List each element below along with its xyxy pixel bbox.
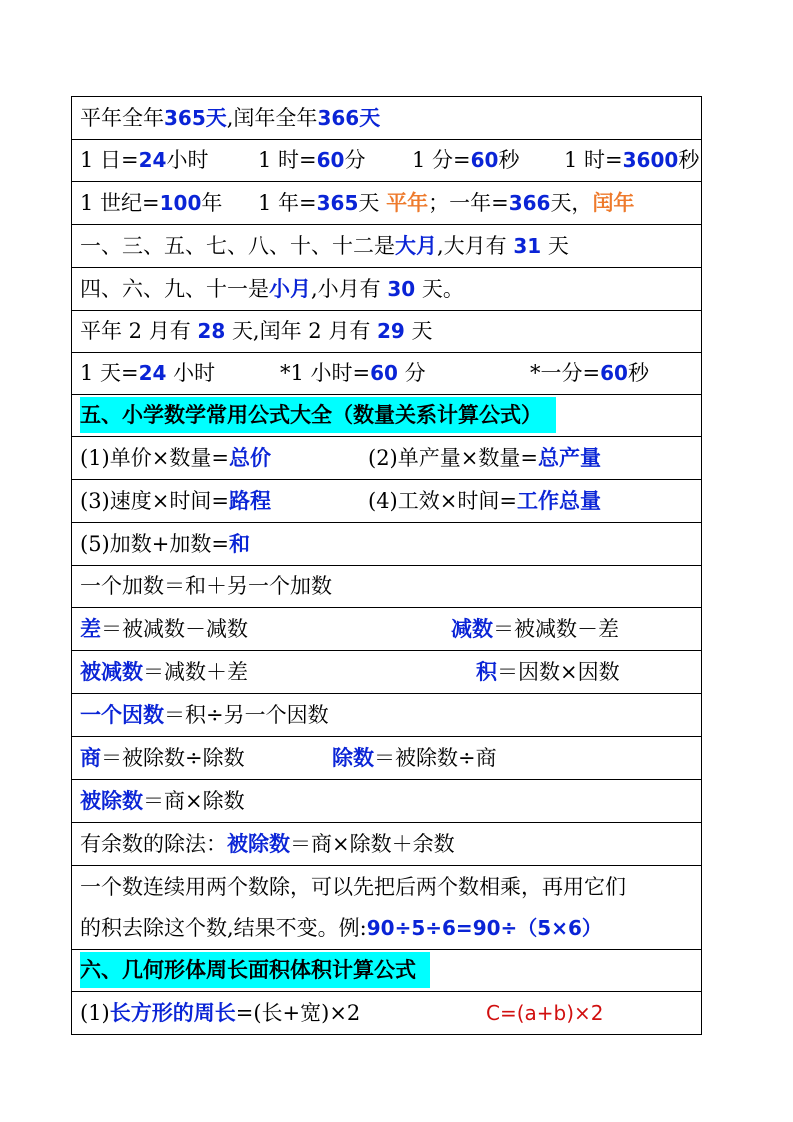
text: 1 时=: [258, 148, 317, 172]
text: 有余数的除法：: [80, 832, 227, 856]
text: 1 年=: [258, 191, 317, 215]
keyword: 总产量: [537, 445, 601, 470]
text: ,大月有: [437, 234, 507, 258]
text: 1 世纪=: [80, 191, 160, 215]
table-row: [72, 823, 702, 866]
table-row: [72, 480, 702, 523]
keyword: 一个因数: [80, 702, 164, 727]
value: 31: [513, 234, 542, 258]
keyword: 积: [476, 659, 497, 684]
text: (1): [80, 1001, 110, 1025]
unit: 分: [344, 148, 366, 172]
text: 平年全年: [80, 106, 164, 130]
value: 60: [316, 148, 345, 172]
unit: 秒: [678, 148, 700, 172]
section-title: 六、几何形体周长面积体积计算公式: [80, 952, 430, 988]
keyword: 商: [80, 745, 101, 770]
unit: 天: [358, 191, 380, 215]
section-title: 五、小学数学常用公式大全（数量关系计算公式）: [80, 397, 556, 433]
keyword: 被除数: [227, 831, 290, 856]
text: (3)速度×时间=: [80, 489, 229, 513]
text: =(长+宽)×2: [235, 1001, 361, 1025]
unit: 天: [411, 319, 433, 343]
text: ＝被减数－减数: [101, 617, 248, 641]
value: 24: [138, 361, 167, 385]
text: ；一年=: [428, 191, 509, 215]
text: ＝商×除数＋余数: [290, 832, 455, 856]
text: ＝商×除数: [143, 789, 245, 813]
keyword: 路程: [228, 488, 271, 513]
unit: 小时: [166, 148, 209, 172]
text: 1 分=: [412, 148, 471, 172]
unit: 天。: [421, 277, 464, 301]
table-row: [72, 353, 702, 395]
text: *一分=: [530, 361, 601, 385]
table-row: [72, 182, 702, 225]
text: ＝因数×因数: [497, 660, 620, 684]
text: ,闰年全年: [226, 106, 318, 130]
text: 的积去除这个数,结果不变。例:: [80, 915, 367, 940]
keyword: 差: [80, 616, 101, 641]
table-row: [72, 737, 702, 780]
unit: 天，: [550, 191, 593, 215]
value: 3600: [622, 148, 679, 172]
text: 四、六、九、十一是: [80, 277, 269, 301]
leap-label: 闰年: [592, 190, 635, 215]
value: 365: [316, 191, 359, 215]
value: 100: [159, 191, 202, 215]
unit: 天: [359, 105, 381, 130]
value: 60: [470, 148, 499, 172]
text: ＝被减数－差: [493, 617, 619, 641]
value: 30: [387, 277, 416, 301]
unit: 年: [201, 191, 223, 215]
keyword: 减数: [451, 616, 493, 641]
keyword: 除数: [332, 745, 374, 770]
section-header: [72, 950, 702, 992]
example: 90÷5÷6=90÷（5×6）: [366, 915, 602, 940]
keyword: 总价: [228, 445, 271, 470]
text: 一个加数＝和＋另一个加数: [80, 574, 332, 598]
keyword: 小月: [269, 276, 311, 301]
value: 60: [600, 361, 628, 385]
table-row: [72, 437, 702, 480]
table-row: [72, 992, 702, 1035]
value: 366: [508, 191, 551, 215]
text: *1 小时=: [280, 361, 371, 385]
text: 天,闰年 2 月有: [231, 319, 371, 343]
keyword: 被减数: [80, 659, 143, 684]
text: ＝积÷另一个因数: [164, 703, 329, 727]
unit: 小时: [173, 361, 216, 385]
section-header: [72, 395, 702, 437]
formula: C=(a+b)×2: [486, 1001, 604, 1025]
text: 一、三、五、七、八、十、十二是: [80, 234, 395, 258]
text: (1)单价×数量=: [80, 446, 229, 470]
unit: 秒: [498, 148, 520, 172]
unit: 天: [205, 105, 227, 130]
table-row: [72, 608, 702, 651]
table-row: [72, 268, 702, 311]
text: (4)工效×时间=: [368, 489, 517, 513]
table-row: [72, 225, 702, 268]
formula-table: [71, 96, 702, 1035]
table-row: [72, 780, 702, 823]
table-row: [72, 311, 702, 353]
unit: 秒: [627, 361, 649, 385]
value: 28: [197, 319, 226, 343]
keyword: 和: [228, 531, 250, 556]
table-row: [72, 523, 702, 566]
text: ＝被除数÷商: [374, 746, 497, 770]
value: 365: [164, 106, 206, 130]
text: (2)单产量×数量=: [368, 446, 538, 470]
text: ,小月有: [311, 277, 381, 301]
unit: 天: [547, 234, 569, 258]
keyword: 被除数: [80, 788, 143, 813]
table-row: [72, 140, 702, 182]
keyword: 长方形的周长: [109, 1000, 236, 1025]
text: ＝减数＋差: [143, 660, 248, 684]
table-row: [72, 97, 702, 140]
value: 29: [377, 319, 405, 343]
keyword: 大月: [395, 233, 437, 258]
value: 366: [317, 106, 360, 130]
keyword: 工作总量: [516, 488, 601, 513]
table-row: [72, 566, 702, 608]
text: 一个数连续用两个数除，可以先把后两个数相乘，再用它们: [80, 874, 626, 899]
value: 60: [370, 361, 398, 385]
leap-label: 平年: [386, 190, 429, 215]
text: 1 天=: [80, 361, 139, 385]
text: ＝被除数÷除数: [101, 746, 245, 770]
table-row: [72, 866, 702, 950]
table-row: [72, 651, 702, 694]
text: 平年 2 月有: [80, 319, 191, 343]
table-row: [72, 694, 702, 737]
value: 24: [138, 148, 167, 172]
text: 1 日=: [80, 148, 139, 172]
unit: 分: [404, 361, 426, 385]
text: (5)加数+加数=: [80, 532, 229, 556]
text: 1 时=: [564, 148, 623, 172]
